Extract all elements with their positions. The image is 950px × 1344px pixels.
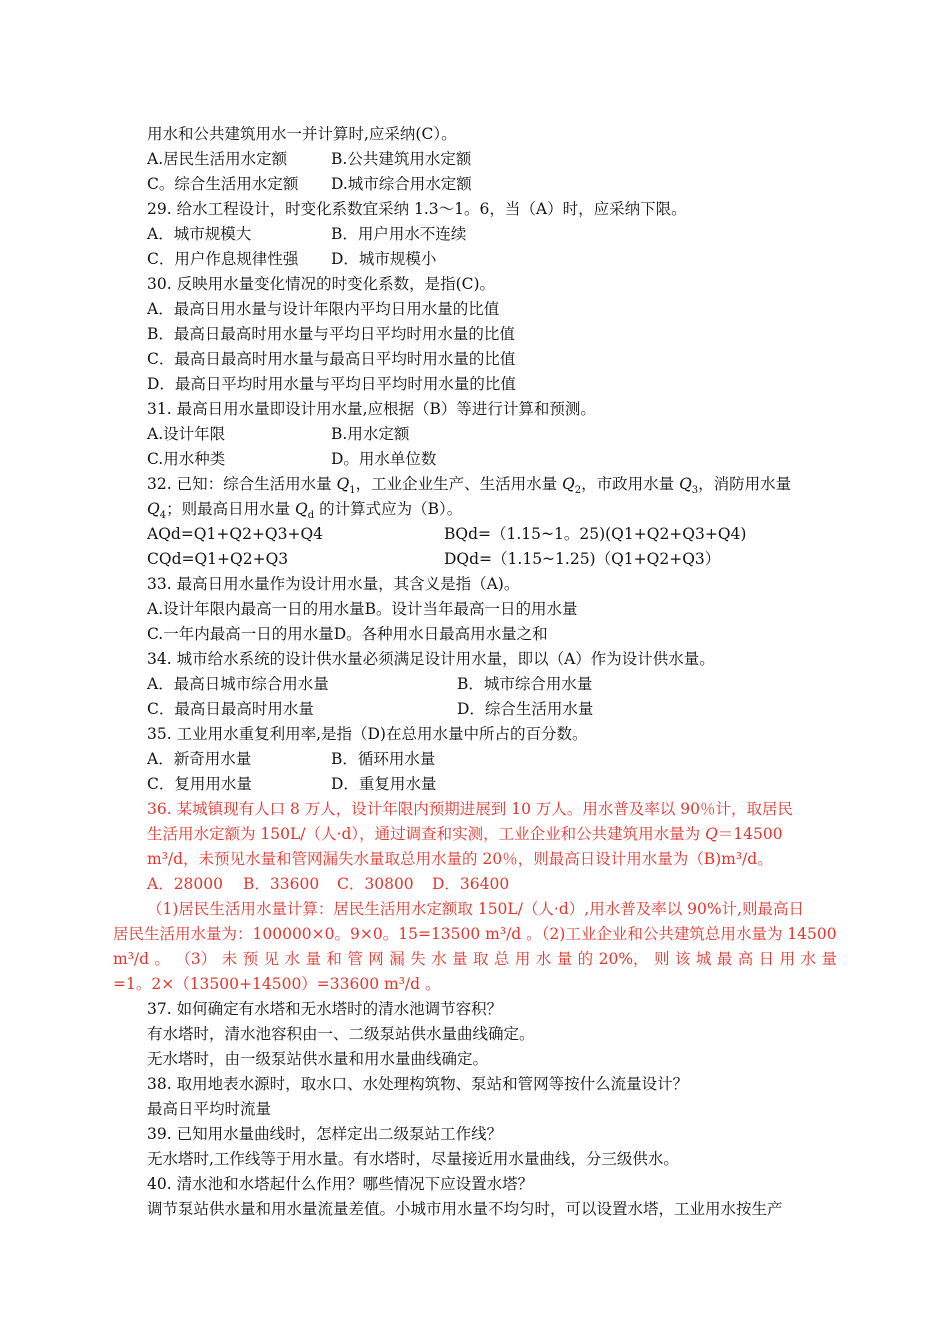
answer-explanation — [113, 949, 837, 969]
text-segment: m³/d — [113, 950, 150, 968]
question-39: 39. 已知用水量曲线时，怎样定出二级泵站工作线？ — [147, 1125, 503, 1143]
text-segment: 网 — [368, 950, 384, 968]
question-40: 40. 清水池和水塔起什么作用？哪些情况下应设置水塔？ — [147, 1175, 534, 1193]
option-d: D．36400 — [432, 875, 510, 893]
option-c-formula: CQd=Q1+Q2+Q3 — [147, 550, 289, 568]
answer-explanation: （1)居民生活用水量计算：居民生活用水定额取 150L/（人·d）,用水普及率以 90%计,则最高日 — [147, 900, 805, 918]
option-d: D．综合生活用水量 — [457, 700, 594, 718]
text-segment: 量 — [305, 950, 321, 968]
option-d: D.城市综合用水定额 — [331, 175, 472, 193]
text-segment: ＝14500 — [717, 825, 783, 843]
answer-text: 有水塔时，清水池容积由一、二级泵站供水量曲线确定。 — [147, 1025, 535, 1043]
question-34: 34. 城市给水系统的设计供水量必须满足设计用水量，即以（A）作为设计供水量。 — [147, 650, 715, 668]
answer-text: 最高日平均时流量 — [147, 1100, 272, 1118]
option-c: C．30800 — [337, 875, 414, 893]
option-a: A．城市规模大 — [147, 225, 252, 243]
options-row — [147, 674, 847, 694]
text-segment: 失 — [410, 950, 426, 968]
option-d: D．城市规模小 — [331, 250, 437, 268]
text-line — [147, 824, 783, 844]
option-a-formula: AQd=Q1+Q2+Q3+Q4 — [147, 525, 324, 543]
text-segment: 管 — [347, 950, 363, 968]
variable-q: Q — [295, 500, 308, 518]
text-line: m³/d，未预见水量和管网漏失水量取总用水量的 20％，则最高日设计用水量为（B)m³/d。 — [147, 850, 773, 868]
text-segment: 的 — [577, 950, 594, 968]
option-b: B.公共建筑用水定额 — [331, 150, 472, 168]
text-segment: 取 — [472, 950, 489, 968]
option-b: B．城市综合用水量 — [457, 675, 593, 693]
answer-text: 无水塔时,工作线等于用水量。有水塔时，尽量接近用水量曲线，分三级供水。 — [147, 1150, 679, 1168]
text-segment: 量 — [556, 950, 573, 968]
options-row — [147, 149, 847, 169]
text-segment: 水 — [284, 950, 301, 968]
question-38: 38. 取用地表水源时，取水口、水处理构筑物、泵站和管网等按什么流量设计？ — [147, 1075, 689, 1093]
option-a: A．最高日城市综合用水量 — [147, 675, 329, 693]
options-cd: C.一年内最高一日的用水量D。各种用水日最高用水量之和 — [147, 625, 548, 643]
options-ab: A.设计年限内最高一日的用水量B。设计当年最高一日的用水量 — [147, 600, 578, 618]
option-a: A．新奇用水量 — [147, 750, 252, 768]
option-c: C．最高日最高时用水量与最高日平均时用水量的比值 — [147, 350, 516, 368]
text-segment: 量 — [821, 950, 837, 968]
options-row — [147, 224, 847, 244]
options-row — [147, 549, 847, 569]
text-segment: 总 — [493, 950, 510, 968]
option-d: D。用水单位数 — [331, 450, 437, 468]
text-segment: 最 — [716, 950, 733, 968]
option-b: B.用水定额 — [331, 425, 410, 443]
option-b: B．用户用水不连续 — [331, 225, 467, 243]
options-row — [147, 874, 847, 894]
text-segment: 漏 — [389, 950, 405, 968]
subscript: 2 — [574, 485, 582, 497]
text-segment: 水 — [535, 950, 552, 968]
option-b: B．循环用水量 — [331, 750, 436, 768]
option-a: A．最高日用水量与设计年限内平均日用水量的比值 — [147, 300, 500, 318]
option-c: C．用户作息规律性强 — [147, 250, 299, 268]
variable-q: Q — [336, 475, 350, 493]
option-a: A.居民生活用水定额 — [147, 150, 288, 168]
text-segment: ，消防用水量 — [698, 475, 792, 493]
options-row — [147, 774, 847, 794]
variable-q: Q — [679, 475, 692, 493]
option-c: C．最高日最高时用水量 — [147, 700, 314, 718]
question-36: 36. 某城镇现有人口 8 万人，设计年限内预期进展到 10 万人。用水普及率以 90％计，取居民 — [147, 800, 794, 818]
text-segment: ，市政用水量 — [581, 475, 680, 493]
options-row — [147, 174, 847, 194]
text-segment: 该 — [674, 950, 691, 968]
option-c: C。综合生活用水定额 — [147, 175, 299, 193]
options-row — [147, 449, 847, 469]
text-segment: 水 — [431, 950, 447, 968]
options-row — [147, 524, 847, 544]
text-line: 用水和公共建筑用水一并计算时,应采纳(C）。 — [147, 125, 457, 143]
subscript: 1 — [349, 485, 356, 497]
text-segment: 32. 已知：综合生活用水量 — [147, 475, 337, 493]
text-segment: 用 — [779, 950, 796, 968]
subscript: 3 — [691, 485, 699, 497]
options-row — [147, 699, 847, 719]
text-segment: 城 — [695, 950, 712, 968]
text-segment: （3） — [175, 950, 217, 968]
text-segment: 和 — [326, 950, 342, 968]
option-c: C．复用用水量 — [147, 775, 252, 793]
question-31: 31. 最高日用水量即设计用水量,应根据（B）等进行计算和预测。 — [147, 400, 596, 418]
text-segment: 。 — [154, 950, 170, 968]
question-30: 30. 反映用水量变化情况的时变化系数，是指(C)。 — [147, 275, 496, 293]
options-row — [147, 424, 847, 444]
answer-text: 调节泵站供水量和用水量流量差值。小城市用水量不均匀时，可以设置水塔，工业用水按生产 — [147, 1200, 783, 1218]
option-d: D．最高日平均时用水量与平均日平均时用水量的比值 — [147, 375, 516, 393]
option-d-formula: DQd=（1.15~1.25)（Q1+Q2+Q3） — [444, 550, 721, 568]
text-segment: ；则最高日用水量 — [166, 500, 296, 518]
option-a: A.设计年限 — [147, 425, 226, 443]
text-segment: 见 — [263, 950, 280, 968]
subscript: d — [307, 510, 315, 522]
text-line — [147, 499, 463, 522]
answer-explanation: 居民生活用水量为：100000×0。9×0。15=13500 m³/d 。（2)工业企业和公共建筑总用水量为 14500 — [113, 925, 837, 943]
question-29: 29. 给水工程设计，时变化系数宜采纳 1.3～1。6，当（A）时，应采纳下限。 — [147, 200, 687, 218]
text-segment: 高 — [737, 950, 754, 968]
question-33: 33. 最高日用水量作为设计用水量，其含义是指（A)。 — [147, 575, 520, 593]
option-b: B．33600 — [243, 875, 320, 893]
question-32 — [147, 474, 792, 497]
text-segment: 的计算式应为（B）。 — [314, 500, 463, 518]
option-c: C.用水种类 — [147, 450, 226, 468]
text-segment: 日 — [758, 950, 775, 968]
answer-text: 无水塔时，由一级泵站供水量和用水量曲线确定。 — [147, 1050, 489, 1068]
variable-q: Q — [705, 825, 718, 843]
text-segment: 20%， — [598, 950, 649, 968]
option-a: A．28000 — [147, 875, 224, 893]
text-segment: 未 — [221, 950, 238, 968]
options-row — [147, 749, 847, 769]
text-segment: 水 — [800, 950, 817, 968]
variable-q: Q — [562, 475, 575, 493]
text-segment: ，工业企业生产、生活用水量 — [355, 475, 563, 493]
options-row — [147, 249, 847, 269]
answer-explanation: =1。2×（13500+14500）=33600 m³/d 。 — [113, 975, 441, 993]
text-segment: 用 — [514, 950, 531, 968]
text-segment: 生活用水定额为 150L/（人·d），通过调查和实测，工业企业和公共建筑用水量为 — [147, 825, 706, 843]
question-35: 35. 工业用水重复利用率,是指（D)在总用水量中所占的百分数。 — [147, 725, 588, 743]
text-segment: 则 — [653, 950, 670, 968]
text-segment: 量 — [452, 950, 468, 968]
option-b-formula: BQd=（1.15~1。25)(Q1+Q2+Q3+Q4) — [444, 525, 747, 543]
variable-q: Q — [147, 500, 160, 518]
question-37: 37. 如何确定有水塔和无水塔时的清水池调节容积？ — [147, 1000, 503, 1018]
option-d: D．重复用水量 — [331, 775, 437, 793]
subscript: 4 — [159, 510, 167, 522]
text-segment: 预 — [242, 950, 259, 968]
option-b: B．最高日最高时用水量与平均日平均时用水量的比值 — [147, 325, 515, 343]
